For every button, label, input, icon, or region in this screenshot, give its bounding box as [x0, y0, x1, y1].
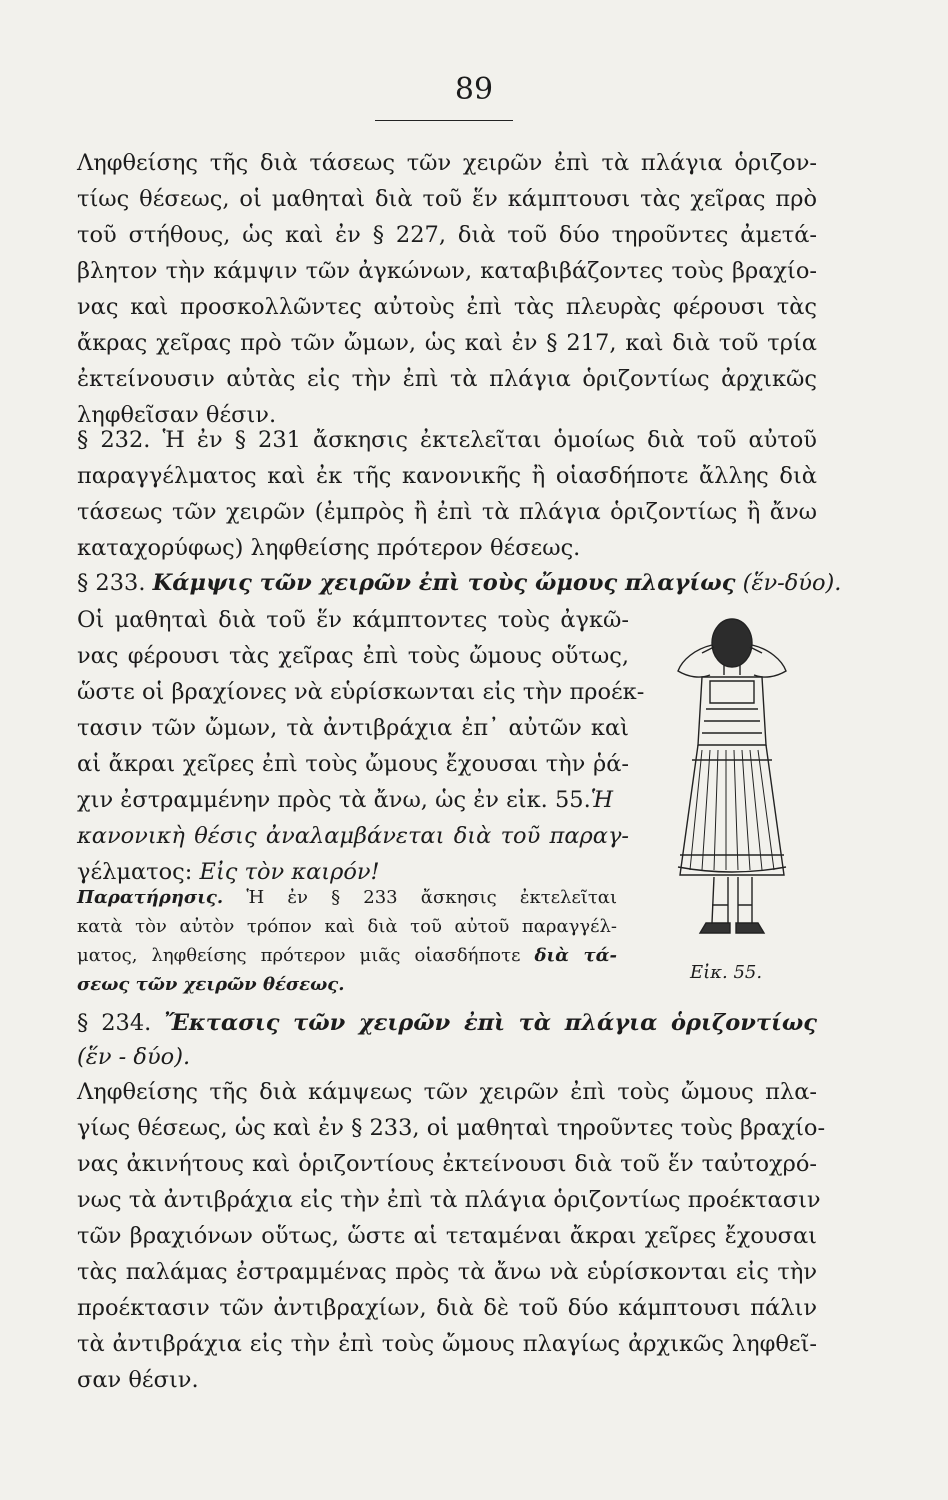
text-line: κανονικὴ θέσις ἀναλαμβάνεται διὰ τοῦ παραγ-	[77, 823, 629, 849]
text-line: προέκτασιν τῶν ἀντιβραχίων, διὰ δὲ τοῦ δύο κάμπτουσι πάλιν	[77, 1295, 817, 1321]
text-line: Ληφθείσης τῆς διὰ τάσεως τῶν χειρῶν ἐπὶ τὰ πλάγια ὁριζον-	[77, 150, 817, 176]
text-line: τῶν βραχιόνων οὕτως, ὥστε αἱ τεταμέναι ἄκραι χεῖρες ἔχουσαι	[77, 1223, 817, 1249]
text-line: παραγγέλματος καὶ ἐκ τῆς κανονικῆς ἢ οἱασδήποτε ἄλλης διὰ	[77, 463, 817, 489]
text-line: κατὰ τὸν αὐτὸν τρόπον καὶ διὰ τοῦ αὐτοῦ παραγγέλ-	[77, 916, 617, 937]
text-fragment: χιν ἐστραμμένην πρὸς τὰ ἄνω, ὡς ἐν εἰκ. 55.	[77, 787, 591, 813]
text-line: ἐκτείνουσιν αὐτὰς εἰς τὴν ἐπὶ τὰ πλάγια ὁριζοντίως ἀρχικῶς	[77, 366, 817, 392]
text-fragment: Ἡ	[590, 787, 614, 813]
text-line	[77, 941, 617, 971]
text-line: νως τὰ ἀντιβράχια εἰς τὴν ἐπὶ τὰ πλάγια ὁριζοντίως προέκτασιν	[77, 1187, 821, 1213]
page-number: 89	[454, 72, 494, 107]
text-line: καταχορύφως) ληφθείσης πρότερον θέσεως.	[77, 535, 581, 561]
text-line	[77, 785, 629, 815]
girl-figure-drawing	[640, 605, 820, 965]
text-line	[77, 970, 344, 1000]
section-number: § 233.	[77, 570, 146, 596]
section-count: (ἕν-δύο).	[742, 570, 842, 596]
text-line: γίως θέσεως, ὡς καὶ ἐν § 233, οἱ μαθηταὶ τηροῦντες τοὺς βραχίο-	[77, 1115, 826, 1141]
text-line: ἄκρας χεῖρας πρὸ τῶν ὤμων, ὡς καὶ ἐν § 217, καὶ διὰ τοῦ τρία	[77, 330, 817, 356]
command-text: Εἰς τὸν καιρόν!	[199, 859, 380, 885]
text-fragment: γέλματος:	[77, 859, 200, 885]
text-line: τοῦ στήθους, ὡς καὶ ἐν § 227, διὰ τοῦ δύο τηροῦντες ἀμετά-	[77, 222, 817, 248]
figure-caption: Εἰκ. 55.	[690, 962, 763, 983]
text-fragment: διὰ τά-	[534, 945, 617, 966]
text-line: Ληφθείσης τῆς διὰ κάμψεως τῶν χειρῶν ἐπὶ τοὺς ὤμους πλα-	[77, 1079, 817, 1105]
note-label: Παρατήρησις.	[77, 887, 224, 908]
text-line: τὰ ἀντιβράχια εἰς τὴν ἐπὶ τοὺς ὤμους πλαγίως ἀρχικῶς ληφθεῖ-	[77, 1331, 817, 1357]
text-line: νας καὶ προσκολλῶντες αὐτοὺς ἐπὶ τὰς πλευρὰς φέρουσι τὰς	[77, 294, 817, 320]
section-count: (ἕν - δύο).	[77, 1044, 191, 1070]
text-line: νας φέρουσι τὰς χεῖρας ἐπὶ τοὺς ὤμους οὕτως,	[77, 643, 629, 669]
text-line: Οἱ μαθηταὶ διὰ τοῦ ἕν κάμπτοντες τοὺς ἀγκῶ-	[77, 607, 629, 633]
section-number: § 234.	[77, 1010, 152, 1036]
text-fragment: ματος, ληφθείσης πρότερον μιᾶς οἱασδήποτε	[77, 945, 521, 966]
text-fragment: Ἡ ἐν § 233 ἄσκησις ἐκτελεῖται	[246, 887, 617, 908]
text-line: τίως θέσεως, οἱ μαθηταὶ διὰ τοῦ ἕν κάμπτουσι τὰς χεῖρας πρὸ	[77, 186, 817, 212]
text-line: § 232. Ἡ ἐν § 231 ἄσκησις ἐκτελεῖται ὁμοίως διὰ τοῦ αὐτοῦ	[77, 427, 817, 453]
text-line: βλητον τὴν κάμψιν τῶν ἀγκώνων, καταβιβάζοντες τοὺς βραχίο-	[77, 258, 817, 284]
text-line: τασιν τῶν ὤμων, τὰ ἀντιβράχια ἐπ᾽ αὐτῶν καὶ	[77, 715, 629, 741]
section-title: Κάμψις τῶν χειρῶν ἐπὶ τοὺς ὤμους πλαγίως	[152, 570, 736, 596]
section-heading	[77, 568, 841, 598]
section-heading	[77, 1008, 817, 1038]
figure-55-illustration	[640, 605, 820, 1005]
text-line	[77, 883, 617, 913]
text-line: αἱ ἄκραι χεῖρες ἐπὶ τοὺς ὤμους ἔχουσαι τὴν ῥά-	[77, 751, 629, 777]
text-line: τάσεως τῶν χειρῶν (ἐμπρὸς ἢ ἐπὶ τὰ πλάγια ὁριζοντίως ἢ ἄνω	[77, 499, 817, 525]
text-line: ληφθεῖσαν θέσιν.	[77, 402, 277, 428]
section-title: Ἔκτασις τῶν χειρῶν ἐπὶ τὰ πλάγια ὁριζοντίως	[164, 1010, 818, 1036]
page-number-rule	[375, 120, 513, 121]
text-line: τὰς παλάμας ἐστραμμένας πρὸς τὰ ἄνω νὰ εὑρίσκονται εἰς τὴν	[77, 1259, 817, 1285]
text-line: σαν θέσιν.	[77, 1367, 199, 1393]
text-line: νας ἀκινήτους καὶ ὁριζοντίους ἐκτείνουσι διὰ τοῦ ἕν ταὐτοχρό-	[77, 1151, 817, 1177]
text-fragment: σεως τῶν χειρῶν θέσεως.	[77, 974, 345, 995]
text-line: ὥστε οἱ βραχίονες νὰ εὑρίσκωνται εἰς τὴν προέκ-	[77, 679, 645, 705]
